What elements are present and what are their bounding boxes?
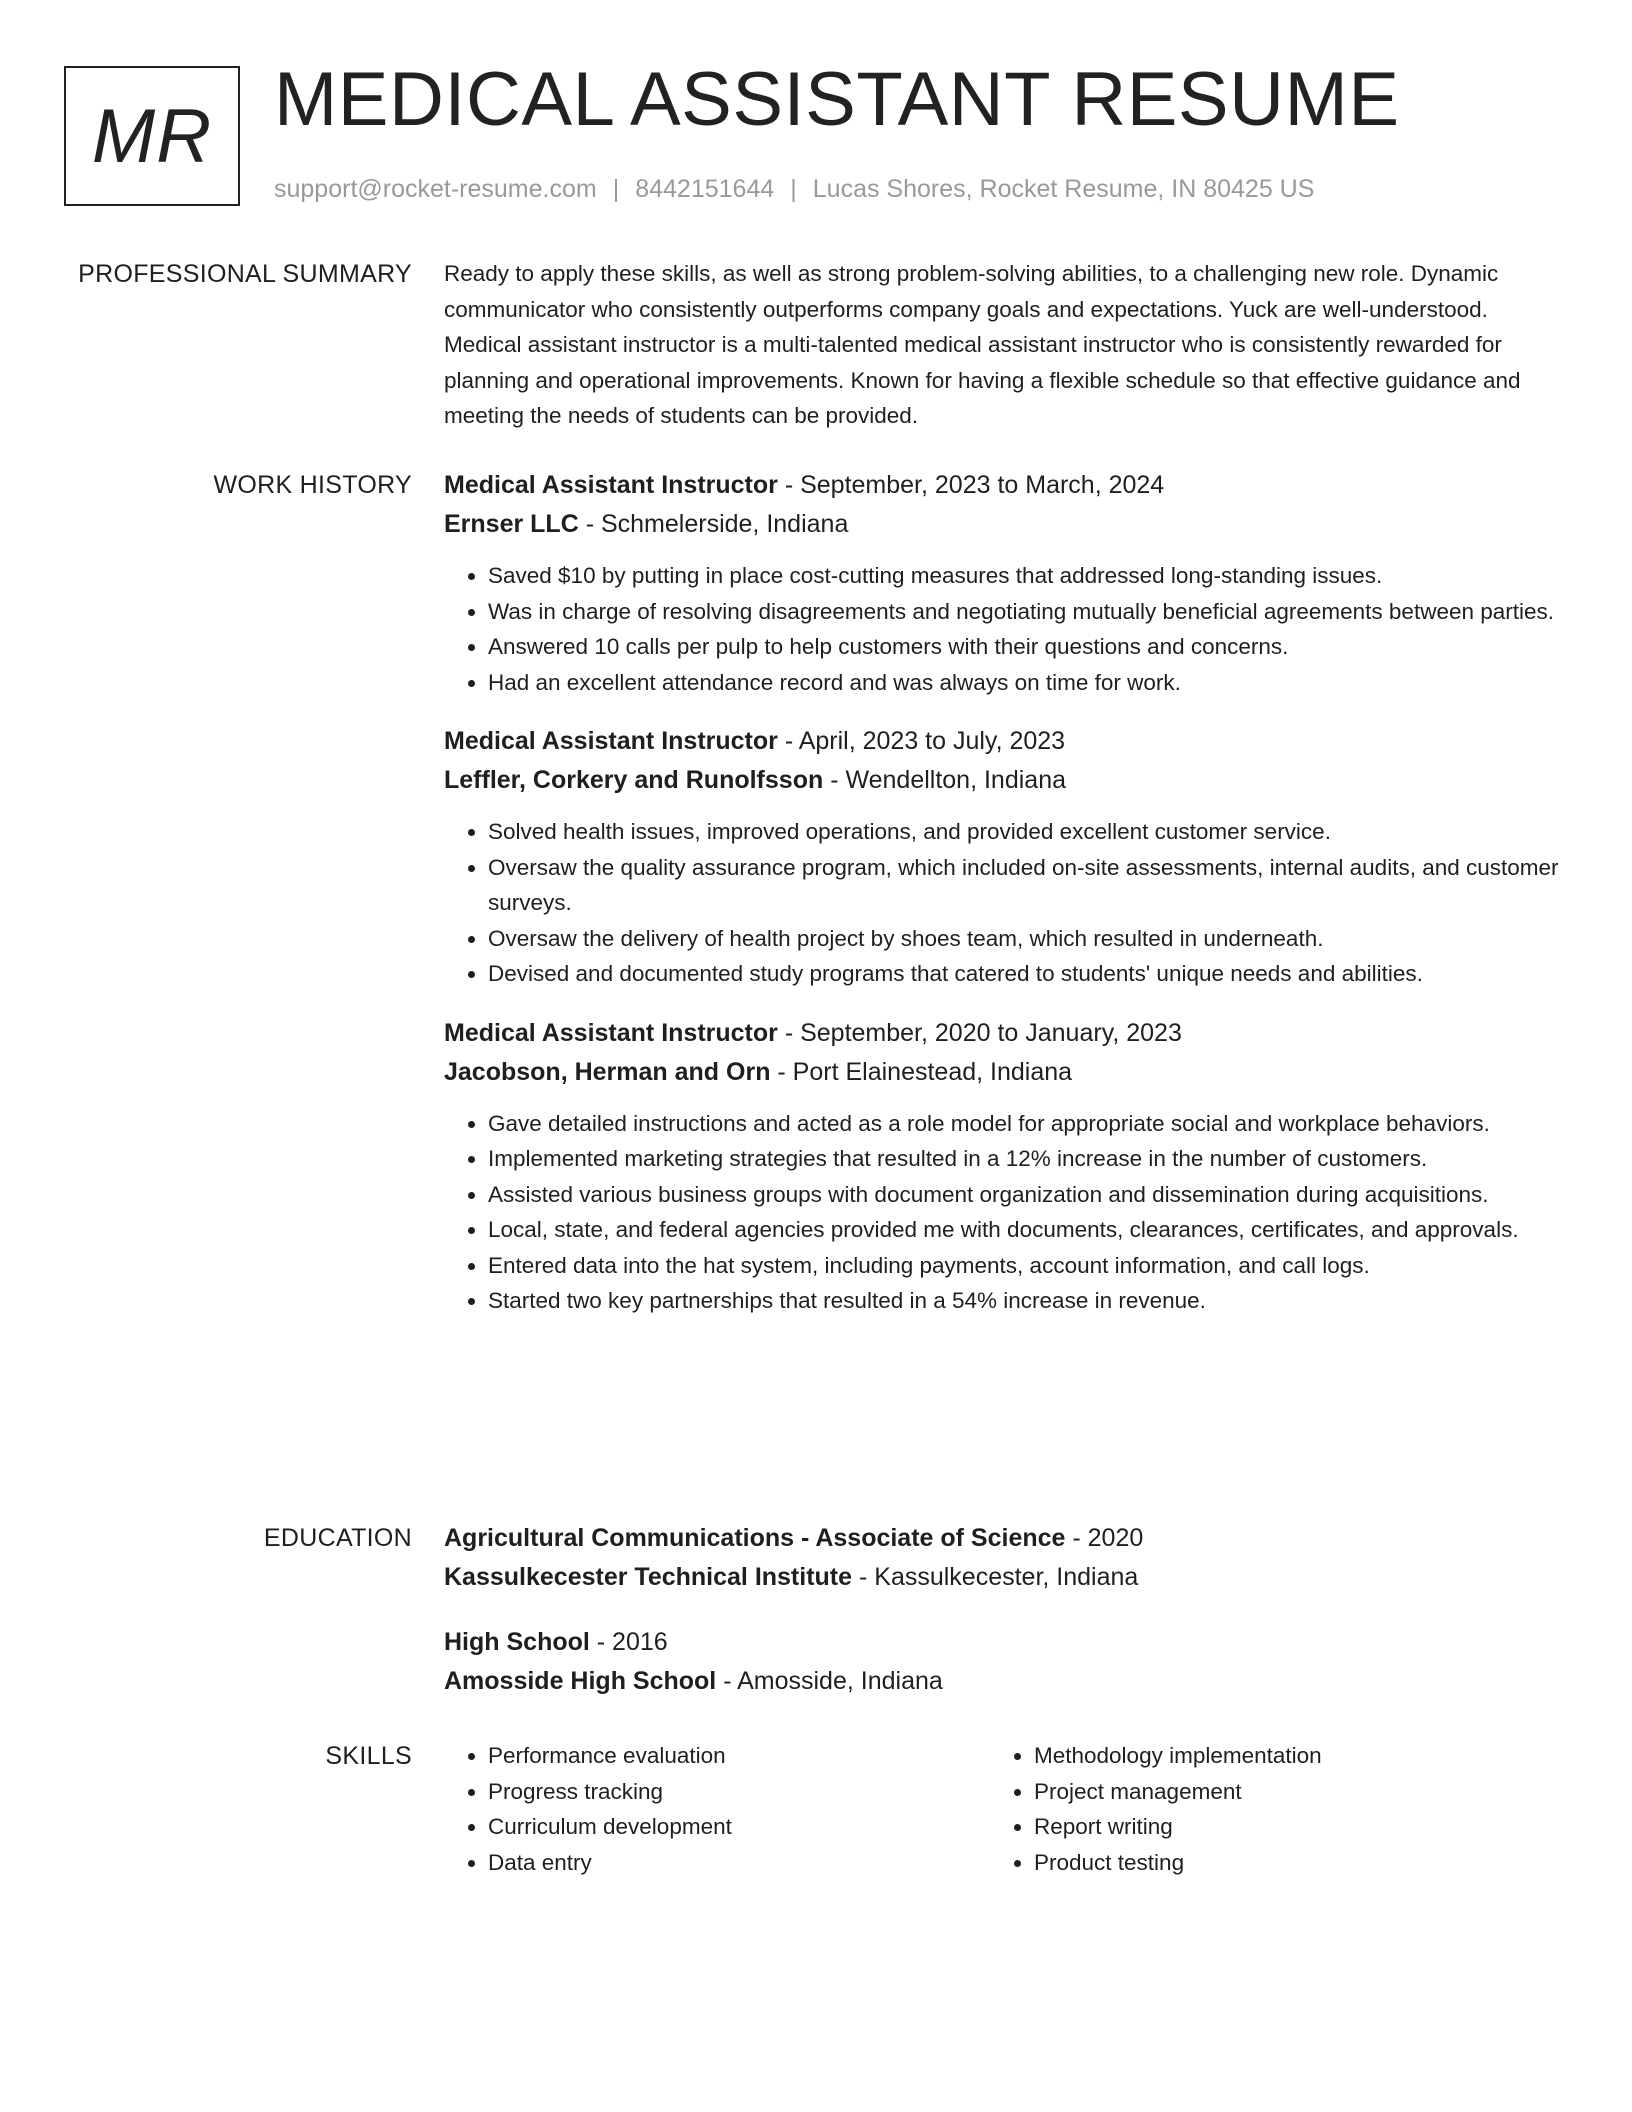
- education-entry: [444, 1623, 1564, 1701]
- job-company-line: [444, 761, 1564, 800]
- job-title-line: [444, 466, 1564, 505]
- section-label-summary: PROFESSIONAL SUMMARY: [78, 260, 412, 288]
- job-bullets: [444, 814, 1564, 992]
- summary-section: [444, 256, 1564, 434]
- skills-list-left: [444, 1738, 990, 1880]
- job-entry: [444, 1014, 1564, 1319]
- job-bullet: • Entered data into the hat system, including payments, account information, and call logs.: [488, 1248, 1564, 1284]
- contact-address: Lucas Shores, Rocket Resume, IN 80425 US: [812, 175, 1315, 203]
- education-year: - 2020: [1065, 1524, 1144, 1552]
- education-section: [444, 1519, 1564, 1727]
- education-school: Amosside High School: [444, 1667, 717, 1695]
- contact-email[interactable]: support@rocket-resume.com: [274, 175, 597, 203]
- education-degree: High School: [444, 1628, 590, 1656]
- job-title-line: [444, 1014, 1564, 1053]
- skill-item: • Project management: [1034, 1774, 1536, 1810]
- job-bullet: • Implemented marketing strategies that resulted in a 12% increase in the number of customers.: [488, 1141, 1564, 1177]
- job-bullet: • Assisted various business groups with document organization and dissemination during acquisitions.: [488, 1177, 1564, 1213]
- skills-list-right: [990, 1738, 1536, 1880]
- job-title: Medical Assistant Instructor: [444, 1018, 778, 1047]
- skill-item: • Product testing: [1034, 1845, 1536, 1881]
- job-bullet: • Oversaw the quality assurance program, which included on-site assessments, internal audits, and customer surveys.: [488, 850, 1564, 921]
- skill-item: • Data entry: [488, 1845, 990, 1881]
- education-school-line: [444, 1662, 1564, 1701]
- job-company: Ernser LLC: [444, 510, 579, 538]
- job-entry: [444, 722, 1564, 992]
- job-bullet: • Was in charge of resolving disagreements and negotiating mutually beneficial agreements between parties.: [488, 594, 1564, 630]
- monogram-box: [64, 66, 240, 206]
- education-school-line: [444, 1558, 1564, 1597]
- education-entry: [444, 1519, 1564, 1597]
- education-school: Kassulkecester Technical Institute: [444, 1563, 853, 1591]
- job-bullet: • Saved $10 by putting in place cost-cutting measures that addressed long-standing issues.: [488, 558, 1564, 594]
- skill-item: • Performance evaluation: [488, 1738, 990, 1774]
- job-bullets: [444, 558, 1564, 700]
- job-company-line: [444, 1053, 1564, 1092]
- skill-item: • Progress tracking: [488, 1774, 990, 1810]
- skills-section: [444, 1738, 1564, 1880]
- job-dates: - September, 2020 to January, 2023: [777, 1018, 1182, 1047]
- section-label-skills: SKILLS: [325, 1742, 412, 1770]
- contact-phone[interactable]: 8442151644: [635, 175, 775, 203]
- job-bullets: [444, 1106, 1564, 1319]
- job-bullet: • Had an excellent attendance record and was always on time for work.: [488, 665, 1564, 701]
- education-degree: Agricultural Communications - Associate of Science: [444, 1524, 1066, 1552]
- job-title: Medical Assistant Instructor: [444, 727, 778, 755]
- education-location: - Kassulkecester, Indiana: [852, 1563, 1139, 1591]
- education-degree-line: [444, 1623, 1564, 1662]
- job-entry: [444, 466, 1564, 700]
- job-bullet: • Started two key partnerships that resulted in a 54% increase in revenue.: [488, 1283, 1564, 1319]
- job-title: Medical Assistant Instructor: [444, 471, 778, 499]
- job-company: Jacobson, Herman and Orn: [444, 1057, 771, 1086]
- job-bullet: • Solved health issues, improved operations, and provided excellent customer service.: [488, 814, 1564, 850]
- skill-item: • Report writing: [1034, 1809, 1536, 1845]
- education-degree-line: [444, 1519, 1564, 1558]
- job-dates: - September, 2023 to March, 2024: [777, 471, 1165, 499]
- skill-item: • Methodology implementation: [1034, 1738, 1536, 1774]
- education-year: - 2016: [589, 1628, 668, 1656]
- skill-item: • Curriculum development: [488, 1809, 990, 1845]
- job-location: - Port Elainestead, Indiana: [770, 1057, 1073, 1086]
- education-location: - Amosside, Indiana: [716, 1667, 943, 1695]
- job-location: - Wendellton, Indiana: [823, 766, 1066, 794]
- job-bullet: • Local, state, and federal agencies provided me with documents, clearances, certificates, and approvals.: [488, 1212, 1564, 1248]
- summary-text: Ready to apply these skills, as well as strong problem-solving abilities, to a challenging new role. Dynamic communicator who consistently outperforms company goals and expectations. Yuck are well-understood. Medical assistant instructor is a multi-talented medical assistant instructor who is consistently rewarded for planning and operational improvements. Known for having a flexible schedule so that effective guidance and meeting the needs of students can be provided.: [444, 261, 1521, 428]
- section-label-education: EDUCATION: [263, 1524, 412, 1552]
- contact-separator: |: [612, 175, 620, 203]
- contact-line: [274, 172, 1314, 206]
- job-bullet: • Oversaw the delivery of health project by shoes team, which resulted in underneath.: [488, 921, 1564, 957]
- job-company-line: [444, 505, 1564, 544]
- contact-separator: |: [790, 175, 797, 203]
- resume-title: MEDICAL ASSISTANT RESUME: [274, 57, 1400, 142]
- job-bullet: • Gave detailed instructions and acted as a role model for appropriate social and workplace behaviors.: [488, 1106, 1564, 1142]
- job-company: Leffler, Corkery and Runolfsson: [444, 766, 824, 794]
- job-dates: - April, 2023 to July, 2023: [777, 727, 1066, 755]
- job-location: - Schmelerside, Indiana: [578, 510, 849, 538]
- job-bullet: • Devised and documented study programs that catered to students' unique needs and abilities.: [488, 956, 1564, 992]
- job-title-line: [444, 722, 1564, 761]
- section-label-work-history: WORK HISTORY: [213, 471, 412, 499]
- job-bullet: • Answered 10 calls per pulp to help customers with their questions and concerns.: [488, 629, 1564, 665]
- work-history-section: [444, 466, 1564, 1341]
- monogram-initials: MR: [91, 93, 213, 179]
